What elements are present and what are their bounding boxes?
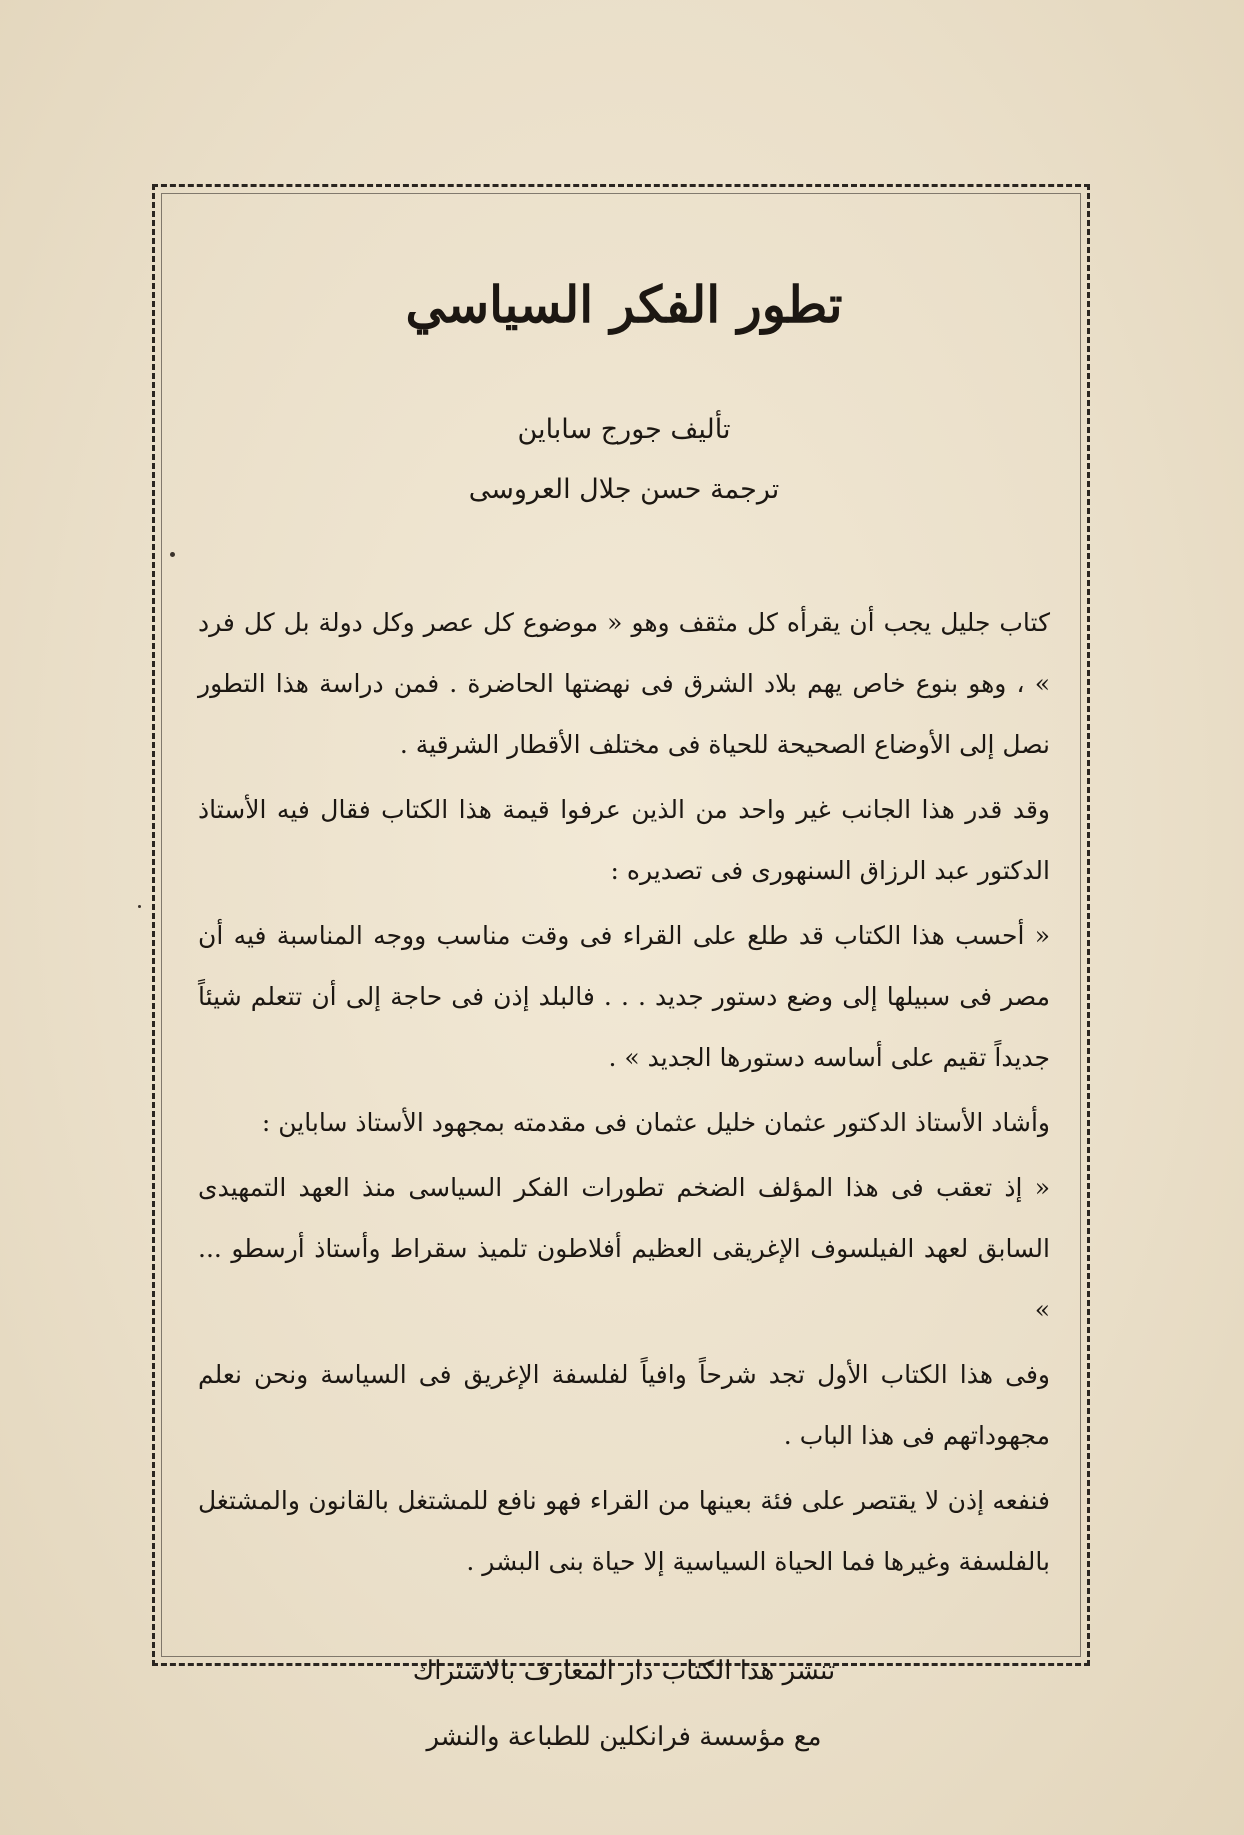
paragraph: فنفعه إذن لا يقتصر على فئة بعينها من القراء فهو نافع للمشتغل بالقانون والمشتغل بالفلسفة وغيرها فما الحياة السياسية إلا حياة بنى البشر . xyxy=(198,1486,1050,1576)
paragraph: وأشاد الأستاذ الدكتور عثمان خليل عثمان فى مقدمته بمجهود الأستاذ ساباين : xyxy=(261,1108,1050,1137)
publisher-line-2: مع مؤسسة فرانكلين للطباعة والنشر xyxy=(426,1722,822,1752)
author-line: تأليف جورج ساباين xyxy=(517,414,731,445)
translator-line: ترجمة حسن جلال العروسى xyxy=(468,474,780,505)
paragraph: كتاب جليل يجب أن يقرأه كل مثقف وهو « موضوع كل عصر وكل دولة بل كل فرد » ، وهو بنوع خاص يهم بلاد الشرق فى نهضتها الحاضرة . فمن دراسة هذا التطور نصل إلى الأوضاع الصحيحة للحياة فى مختلف الأقطار الشرقية . xyxy=(198,608,1050,759)
paragraph: وفى هذا الكتاب الأول تجد شرحاً وافياً لفلسفة الإغريق فى السياسة ونحن نعلم مجهوداتهم فى هذا الباب . xyxy=(198,1360,1050,1450)
book-title: تطور الفكر السياسي xyxy=(405,275,843,334)
credits xyxy=(198,400,1050,520)
publisher-line-1: تنشر هذا الكتاب دار المعارف بالاشتراك xyxy=(412,1656,836,1686)
paragraph: وقد قدر هذا الجانب غير واحد من الذين عرفوا قيمة هذا الكتاب فقال فيه الأستاذ الدكتور عبد الرزاق السنهورى فى تصديره : xyxy=(198,795,1050,885)
ink-speck xyxy=(170,552,175,557)
quote-paragraph: « أحسب هذا الكتاب قد طلع على القراء فى وقت مناسب ووجه المناسبة فيه أن مصر فى سبيلها إلى وضع دستور جديد . . . فالبلد إذن فى حاجة إلى أن تتعلم شيئاً جديداً تقيم على أساسه دستورها الجديد » . xyxy=(198,921,1050,1072)
document-body xyxy=(198,270,1050,1770)
publisher-note xyxy=(198,1638,1050,1770)
ink-speck xyxy=(138,905,141,908)
quote-paragraph: « إذ تعقب فى هذا المؤلف الضخم تطورات الفكر السياسى منذ العهد التمهيدى السابق لعهد الفيلسوف الإغريقى العظيم أفلاطون تلميذ سقراط وأستاذ أرسطو ... » xyxy=(198,1173,1050,1324)
